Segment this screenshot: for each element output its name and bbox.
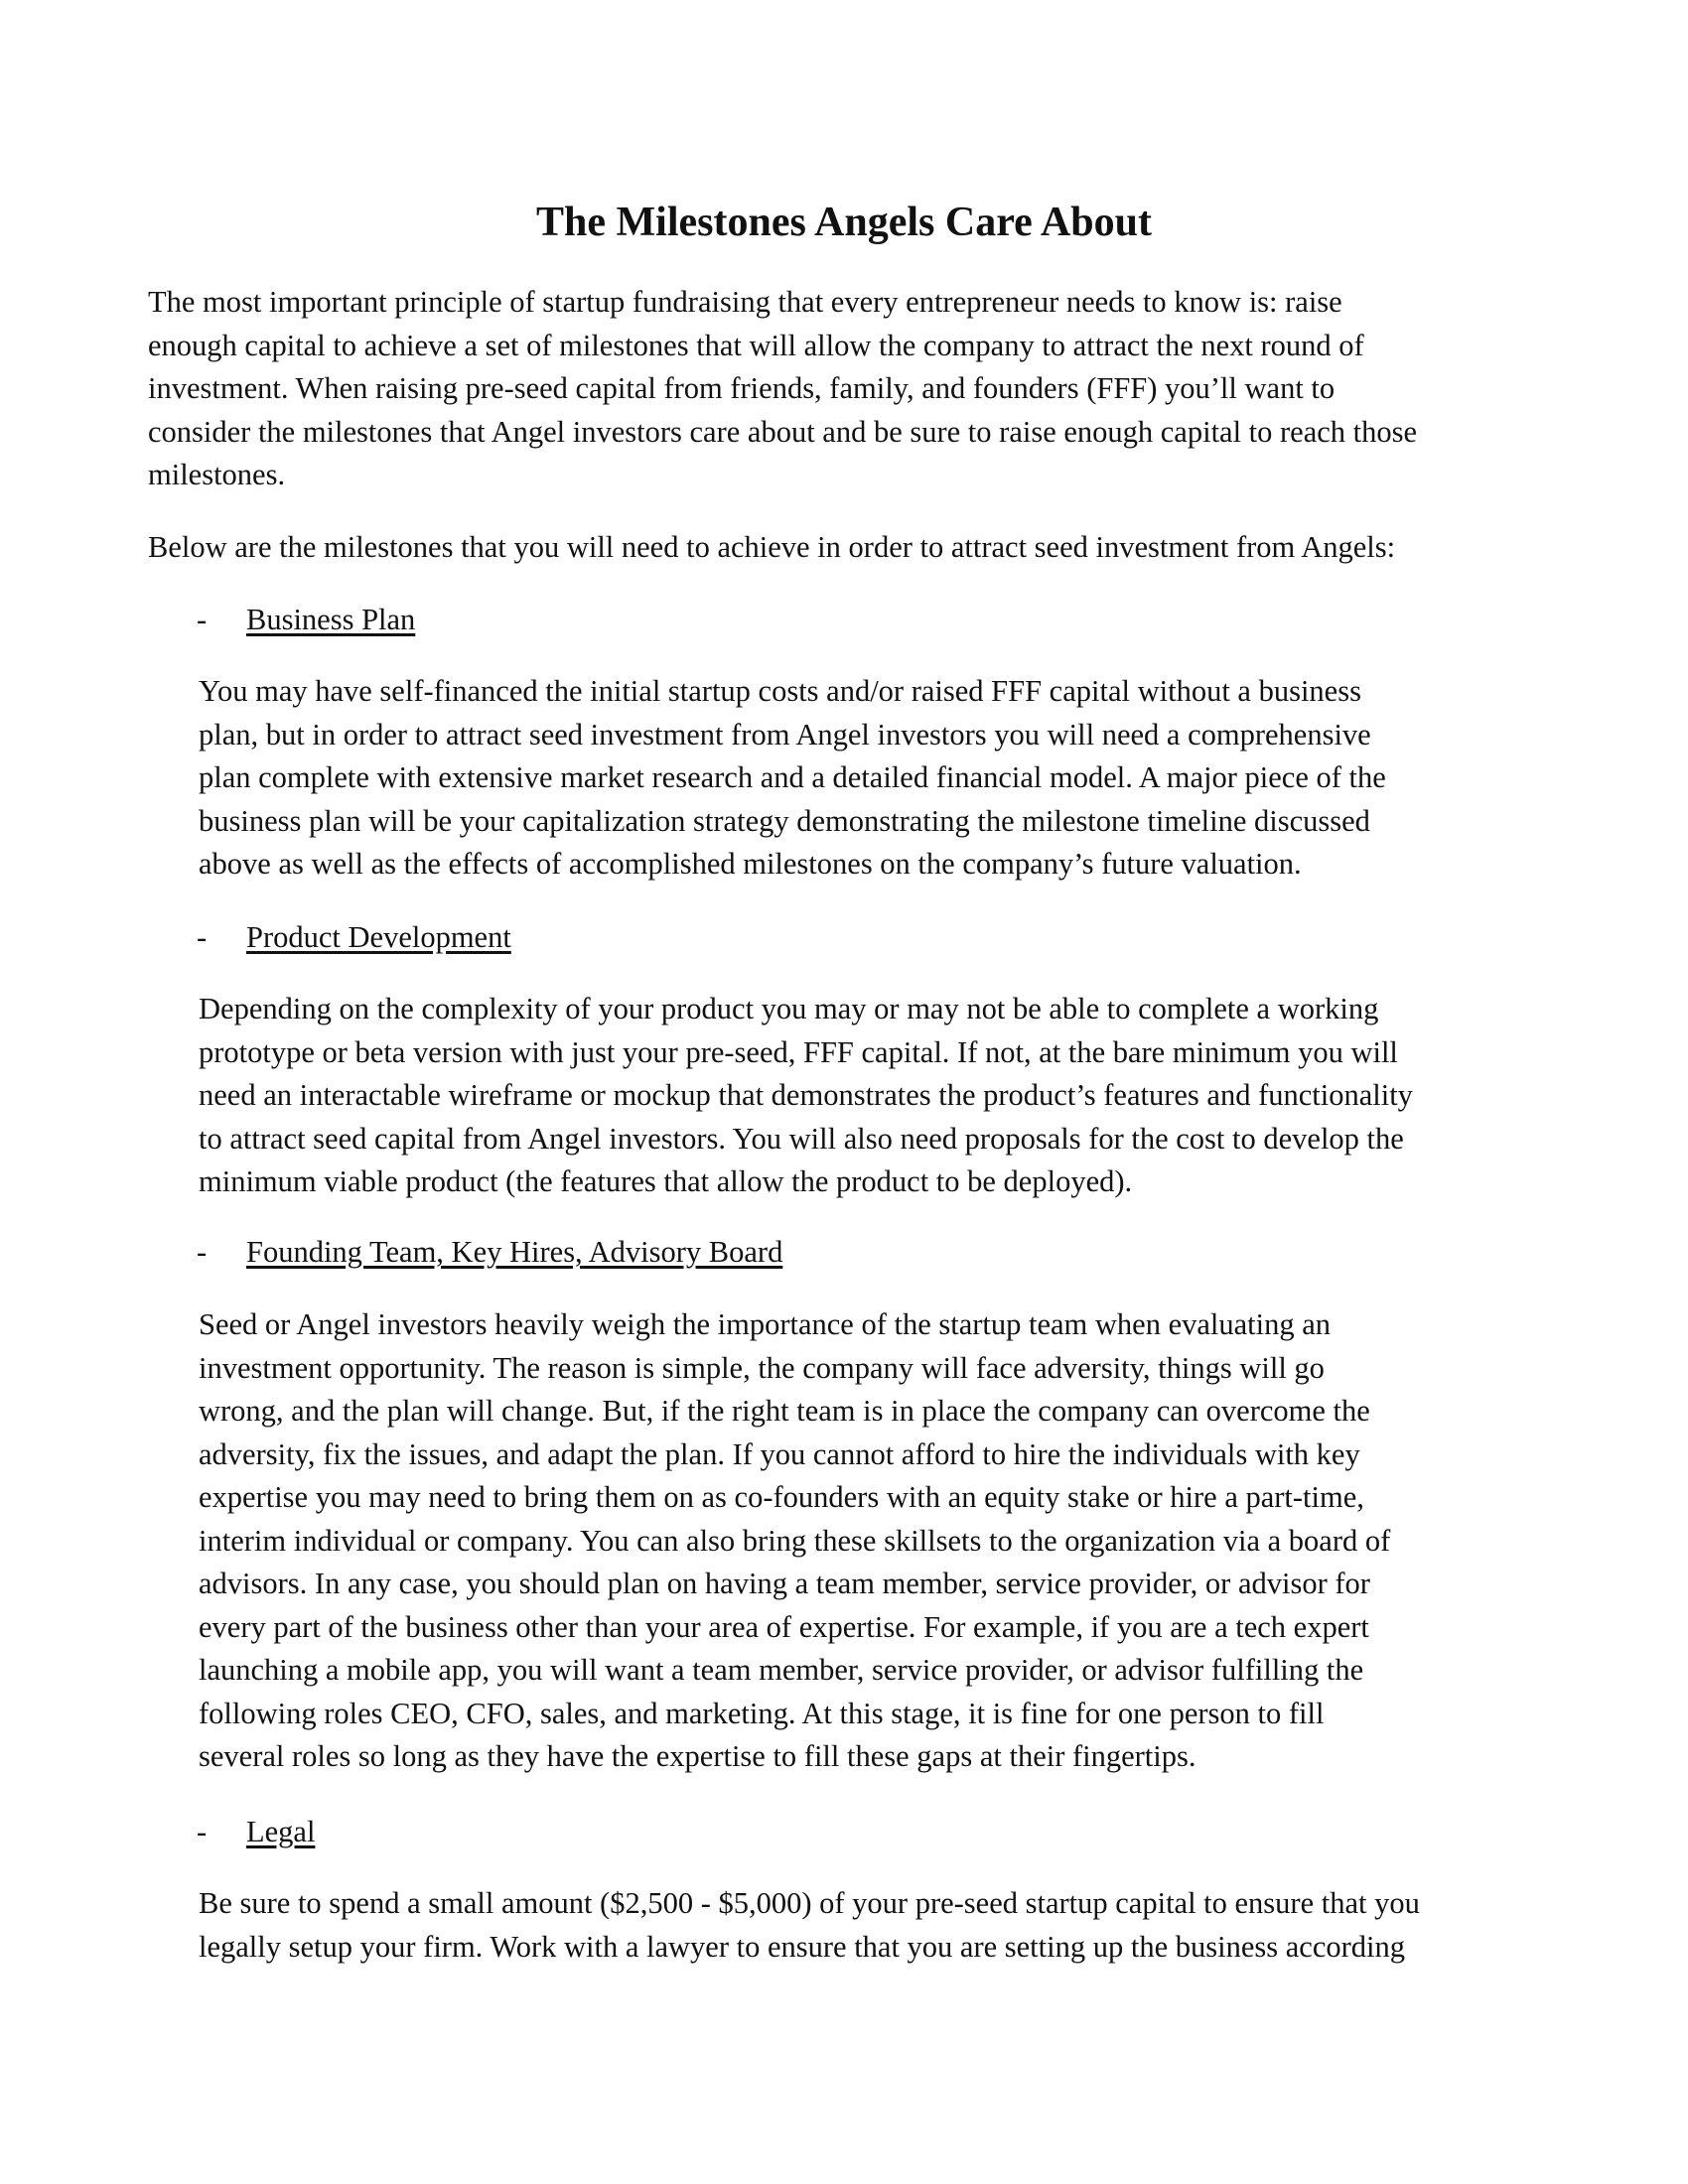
text-line: enough capital to achieve a set of milestones that will allow the company to attract the next round of: [148, 328, 1364, 362]
business-plan-paragraph: [199, 670, 1386, 887]
section-heading-business-plan: [197, 599, 415, 642]
milestones-intro-line: Below are the milestones that you will need to achieve in order to attract seed investment from Angels:: [148, 530, 1396, 564]
section-heading-product-development: [197, 916, 511, 960]
bullet-dash: -: [197, 1815, 208, 1848]
section-heading-legal: [197, 1811, 315, 1854]
text-line: legally setup your firm. Work with a lawyer to ensure that you are setting up the business according: [199, 1929, 1405, 1964]
text-line: expertise you may need to bring them on as co-founders with an equity stake or hire a part-time,: [199, 1480, 1364, 1514]
text-line: investment opportunity. The reason is simple, the company will face adversity, things will go: [199, 1350, 1325, 1385]
text-line: every part of the business other than your area of expertise. For example, if you are a tech expert: [199, 1609, 1369, 1644]
intro-paragraph: [148, 281, 1417, 497]
text-line: following roles CEO, CFO, sales, and marketing. At this stage, it is fine for one person to fill: [199, 1696, 1325, 1730]
text-line: need an interactable wireframe or mockup that demonstrates the product’s features and functionality: [199, 1078, 1413, 1112]
text-line: above as well as the effects of accomplished milestones on the company’s future valuation.: [199, 847, 1302, 881]
text-line: Depending on the complexity of your product you may or may not be able to complete a working: [199, 992, 1379, 1025]
text-line: wrong, and the plan will change. But, if the right team is in place the company can overcome the: [199, 1394, 1370, 1428]
founding-team-paragraph: [199, 1303, 1390, 1779]
text-line: minimum viable product (the features that allow the product to be deployed).: [199, 1164, 1133, 1198]
text-line: milestones.: [148, 458, 286, 491]
section-heading-founding-team: [197, 1231, 782, 1275]
bullet-dash: -: [197, 920, 208, 954]
product-development-paragraph: [199, 988, 1413, 1204]
text-line: Be sure to spend a small amount ($2,500 - $5,000) of your pre-seed startup capital to ensure that you: [199, 1886, 1420, 1920]
text-line: prototype or beta version with just your pre-seed, FFF capital. If not, at the bare minimum you will: [199, 1034, 1398, 1069]
heading-text: Product Development: [246, 920, 511, 954]
bullet-dash: -: [197, 1235, 208, 1269]
text-line: advisors. In any case, you should plan on having a team member, service provider, or advisor for: [199, 1567, 1370, 1600]
bullet-dash: -: [197, 603, 208, 636]
text-line: investment. When raising pre-seed capital from friends, family, and founders (FFF) you’ll want to: [148, 371, 1336, 405]
text-line: adversity, fix the issues, and adapt the plan. If you cannot afford to hire the individuals with key: [199, 1436, 1360, 1471]
text-line: interim individual or company. You can also bring these skillsets to the organization via a board of: [199, 1523, 1391, 1558]
text-line: business plan will be your capitalization strategy demonstrating the milestone timeline discussed: [199, 803, 1370, 838]
document-title: The Milestones Angels Care About: [536, 200, 1152, 245]
text-line: You may have self-financed the initial startup costs and/or raised FFF capital without a business: [199, 674, 1361, 708]
heading-text: Legal: [246, 1815, 316, 1848]
text-line: Seed or Angel investors heavily weigh the importance of the startup team when evaluating an: [199, 1307, 1332, 1341]
legal-paragraph: [199, 1882, 1420, 1969]
text-line: plan, but in order to attract seed investment from Angel investors you will need a comprehensive: [199, 717, 1371, 751]
text-line: plan complete with extensive market research and a detailed financial model. A major piece of the: [199, 760, 1386, 794]
text-line: launching a mobile app, you will want a team member, service provider, or advisor fulfilling the: [199, 1653, 1364, 1687]
text-line: several roles so long as they have the expertise to fill these gaps at their fingertips.: [199, 1739, 1196, 1773]
heading-text: Founding Team, Key Hires, Advisory Board: [246, 1235, 783, 1269]
text-line: to attract seed capital from Angel investors. You will also need proposals for the cost to develop the: [199, 1121, 1404, 1156]
text-line: The most important principle of startup fundraising that every entrepreneur needs to know is: raise: [148, 285, 1342, 319]
heading-text: Business Plan: [246, 603, 416, 636]
text-line: consider the milestones that Angel investors care about and be sure to raise enough capital to reach those: [148, 414, 1418, 449]
